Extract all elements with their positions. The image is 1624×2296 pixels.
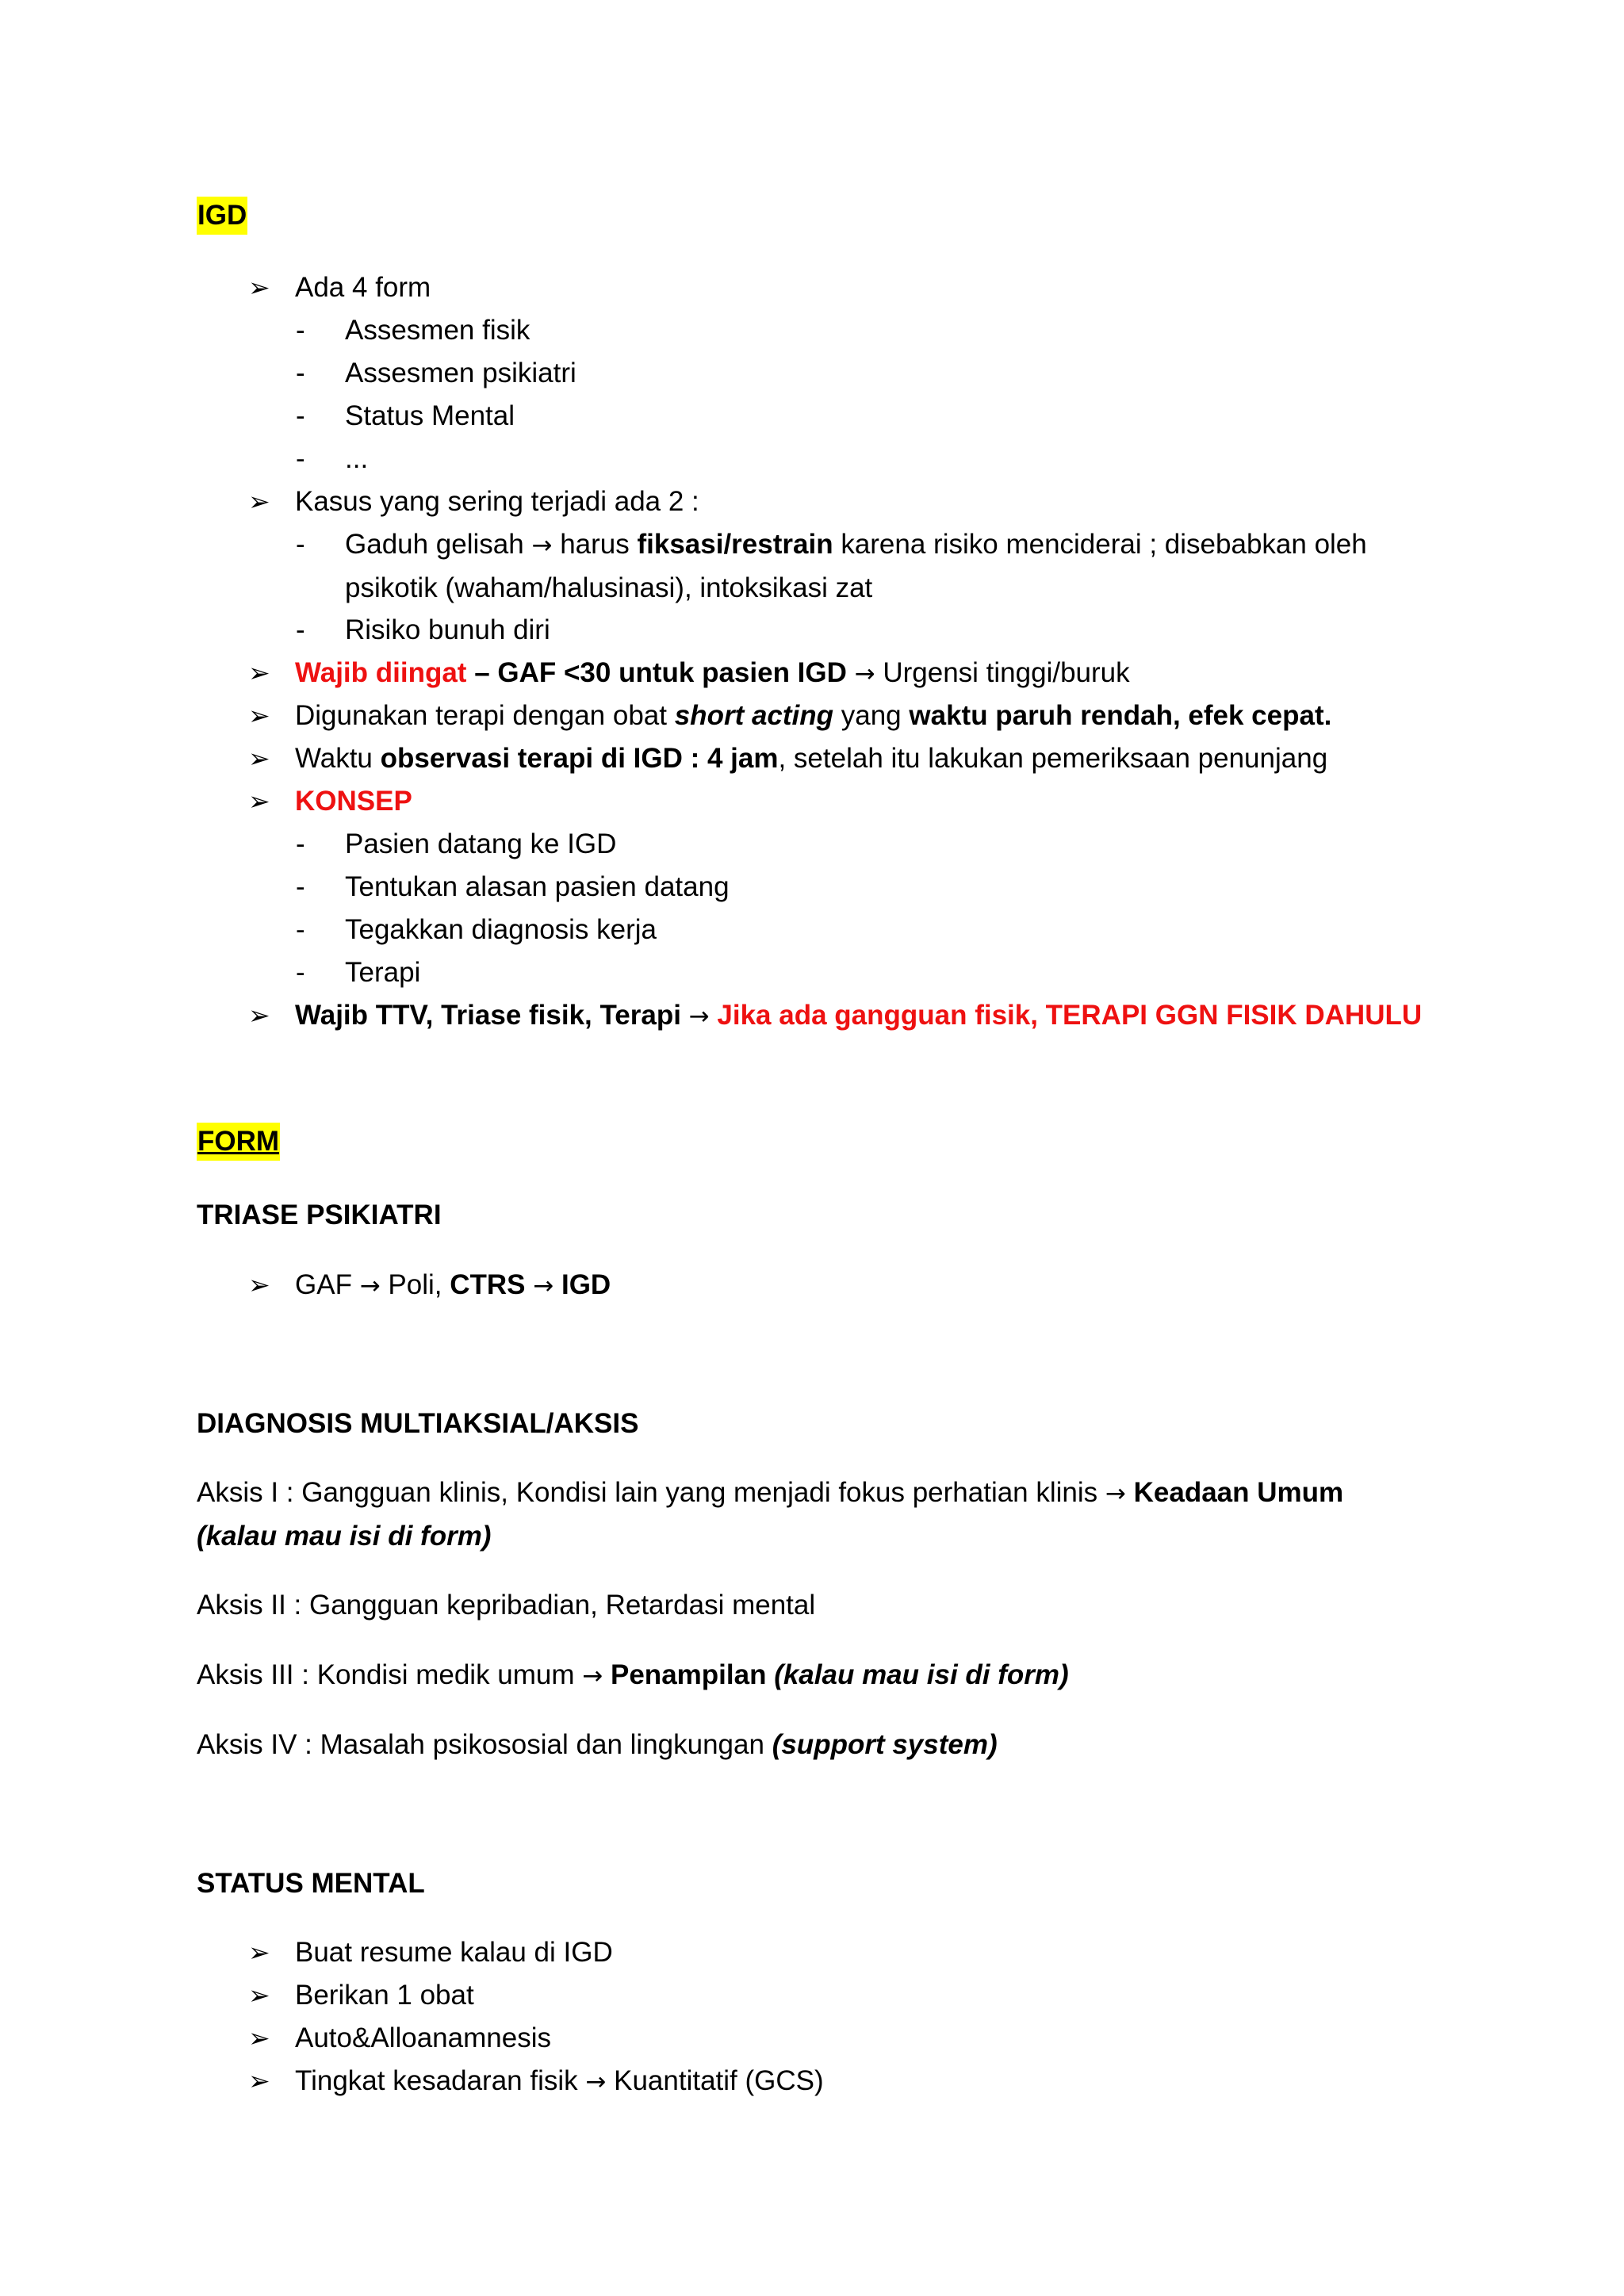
sub-item-gaduh-gelisah: - Gaduh gelisah → harus fiksasi/restrain karena risiko menciderai ; disebabkan oleh psikotik (waham/halusinasi), intoksikasi zat xyxy=(296,529,1367,603)
arrow-right-icon: → xyxy=(688,1002,710,1031)
arrow-right-icon: → xyxy=(854,660,875,688)
bullet-arrow-icon: ➢ xyxy=(248,1270,270,1299)
bullet-arrow-icon: ➢ xyxy=(248,1980,270,2010)
arrow-right-icon: → xyxy=(359,1272,381,1300)
sub-item: - Assesmen fisik xyxy=(296,315,530,346)
bullet-status: ➢ Berikan 1 obat xyxy=(0,1974,1624,2017)
sub-item: - ... xyxy=(296,443,369,474)
arrow-right-icon: → xyxy=(531,531,553,560)
bullet-status: ➢ Auto&Alloanamnesis xyxy=(0,2017,1624,2060)
bullet-arrow-icon: ➢ xyxy=(248,744,270,773)
bullet-waktu-observasi: ➢ Waktu observasi terapi di IGD : 4 jam, setelah itu lakukan pemeriksaan penunjang xyxy=(0,737,1624,780)
bullet-status: ➢ Buat resume kalau di IGD xyxy=(0,1931,1624,1974)
sub-item: - Assesmen psikiatri xyxy=(296,358,576,388)
arrow-right-icon: → xyxy=(533,1272,554,1300)
heading-triase-psikiatri: TRIASE PSIKIATRI xyxy=(197,1200,442,1230)
arrow-right-icon: → xyxy=(582,1662,603,1690)
bullet-arrow-icon: ➢ xyxy=(248,1001,270,1030)
sub-item: - Risiko bunuh diri xyxy=(296,614,550,645)
arrow-right-icon: → xyxy=(585,2068,607,2096)
bullet-arrow-icon: ➢ xyxy=(248,1938,270,1967)
sub-item: - Terapi xyxy=(296,957,421,988)
heading-status-mental: STATUS MENTAL xyxy=(197,1868,425,1899)
sub-item: - Tegakkan diagnosis kerja xyxy=(296,914,657,945)
bullet-arrow-icon: ➢ xyxy=(248,487,270,516)
bullet-kasus: ➢ Kasus yang sering terjadi ada 2 : xyxy=(0,480,1624,523)
bullet-status-kesadaran: ➢ Tingkat kesadaran fisik → Kuantitatif (GCS) xyxy=(0,2060,1624,2103)
bullet-arrow-icon: ➢ xyxy=(248,273,270,302)
aksis-4: Aksis IV : Masalah psikososial dan lingkungan (support system) xyxy=(197,1729,998,1760)
bullet-terapi-obat: ➢ Digunakan terapi dengan obat short acting yang waktu paruh rendah, efek cepat. xyxy=(0,695,1624,737)
heading-igd: IGD xyxy=(197,197,247,235)
arrow-right-icon: → xyxy=(1105,1479,1126,1508)
aksis-1: Aksis I : Gangguan klinis, Kondisi lain yang menjadi fokus perhatian klinis → Keadaan Umum (kalau mau isi di form) xyxy=(197,1477,1344,1552)
heading-diagnosis-multiaksial: DIAGNOSIS MULTIAKSIAL/AKSIS xyxy=(197,1408,639,1439)
bullet-arrow-icon: ➢ xyxy=(248,701,270,730)
heading-form: FORM xyxy=(197,1123,280,1161)
bullet-gaf-poli: ➢ GAF → Poli, CTRS → IGD xyxy=(0,1264,1624,1307)
sub-item: - Tentukan alasan pasien datang xyxy=(296,871,730,902)
bullet-wajib-ttv: ➢ Wajib TTV, Triase fisik, Terapi → Jika ada gangguan fisik, TERAPI GGN FISIK DAHULU xyxy=(0,994,1624,1037)
aksis-3: Aksis III : Kondisi medik umum → Penampilan (kalau mau isi di form) xyxy=(197,1659,1069,1690)
bullet-arrow-icon: ➢ xyxy=(248,786,270,816)
bullet-wajib-diingat: ➢ Wajib diingat – GAF <30 untuk pasien IGD → Urgensi tinggi/buruk xyxy=(0,652,1624,695)
bullet-konsep: ➢ KONSEP xyxy=(0,780,1624,823)
bullet-arrow-icon: ➢ xyxy=(248,2023,270,2053)
bullet-ada-4-form: ➢ Ada 4 form xyxy=(0,266,1624,309)
sub-item: - Pasien datang ke IGD xyxy=(296,828,617,859)
bullet-arrow-icon: ➢ xyxy=(248,2066,270,2095)
sub-item: - Status Mental xyxy=(296,400,515,431)
bullet-arrow-icon: ➢ xyxy=(248,658,270,687)
aksis-2: Aksis II : Gangguan kepribadian, Retardasi mental xyxy=(197,1590,816,1621)
